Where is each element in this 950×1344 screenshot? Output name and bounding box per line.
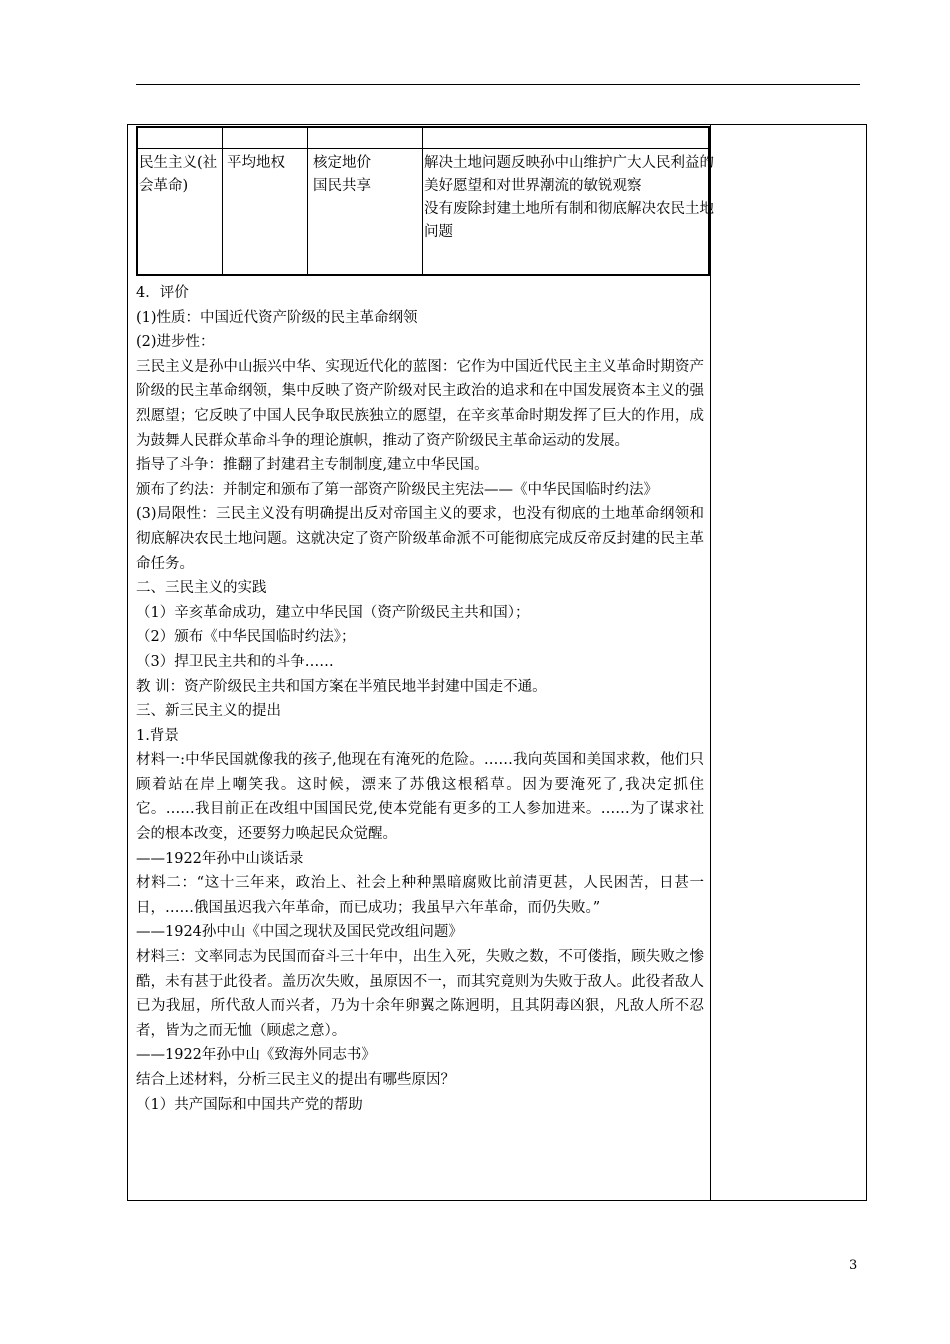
- lesson-learned-line: 教 训：资产阶级民主共和国方案在半殖民地半封建中国走不通。: [136, 678, 547, 695]
- notes-column-divider: [710, 124, 711, 1201]
- page-number: 3: [849, 1258, 858, 1273]
- answer-item: （1）共产国际和中国共产党的帮助: [136, 1096, 363, 1113]
- material-three: 材料三：文率同志为民国而奋斗三十年中，出生入死，失败之数，不可偻指，顾失败之惨酷，未有甚于此役者。盖历次失败，虽原因不一，而其究竟则为失败于敌人。此役者敌人已为我屈，所代敌人而兴者，乃为十余年卵翼之陈迥明，且其阴毒凶狠，凡敌人所不忍者，皆为之而无恤（顾虑之意）。: [136, 949, 704, 1039]
- cell-content: 核定地价国民共享: [313, 155, 371, 194]
- guided-struggle-line: 指导了斗争：推翻了封建君主专制制度,建立中华民国。: [136, 457, 489, 474]
- table-column-divider: [307, 126, 308, 276]
- material-one-source: ——1922年孙中山谈话录: [136, 850, 304, 867]
- background-heading: 1.背景: [136, 727, 179, 744]
- heading-evaluation: 4．评价: [136, 285, 189, 301]
- material-two: 材料二：“这十三年来，政治上、社会上种种黑暗腐败比前清更甚，人民困苦，日甚一日，……俄国虽迟我六年革命，而已成功；我虽早六年革命，而仍失败。”: [136, 875, 704, 916]
- progressiveness-paragraph: 三民主义是孙中山振兴中华、实现近代化的蓝图：它作为中国近代民主主义革命时期资产阶级的民主革命纲领，集中反映了资产阶级对民主政治的追求和在中国发展资本主义的强烈愿望；它反映了中国人民争取民族独立的愿望，在辛亥革命时期发挥了巨大的作用，成为鼓舞人民群众革命斗争的理论旗帜，推动了资产阶级民主革命运动的发展。: [136, 358, 704, 449]
- material-two-source: ——1924孙中山《中国之现状及国民党改组问题》: [136, 924, 463, 941]
- question-line: 结合上述材料，分析三民主义的提出有哪些原因？: [136, 1072, 455, 1088]
- practice-item: （1）辛亥革命成功，建立中华民国（资产阶级民主共和国）；: [136, 604, 530, 621]
- limitation-paragraph: (3)局限性：三民主义没有明确提出反对帝国主义的要求，也没有彻底的土地革命纲领和彻底解决农民土地问题。这就决定了资产阶级革命派不可能彻底完成反帝反封建的民主革命任务。: [136, 506, 704, 572]
- lesson-body: [136, 281, 704, 1117]
- practice-item: （3）捍卫民主共和的斗争……: [136, 653, 334, 670]
- evaluation-line: 没有废除封建土地所有制和彻底解决农民土地: [424, 201, 714, 217]
- section-heading-new-principles: 三、新三民主义的提出: [136, 703, 281, 720]
- progressiveness-heading: (2)进步性：: [136, 334, 215, 351]
- cell-evaluation: [424, 152, 774, 244]
- cell-principle: 民生主义(社会革命): [139, 155, 218, 194]
- constitution-line: 颁布了约法：并制定和颁布了第一部资产阶级民主宪法——《中华民国临时约法》: [136, 481, 658, 498]
- table-column-divider: [422, 126, 423, 276]
- evaluation-line: 解决土地问题反映孙中山维护广大人民利益的: [424, 155, 714, 171]
- practice-item: （2）颁布《中华民国临时约法》；: [136, 629, 356, 646]
- evaluation-line: 美好愿望和对世界潮流的敏锐观察: [424, 178, 642, 194]
- section-heading-practice: 二、三民主义的实践: [136, 580, 267, 597]
- evaluation-line: 问题: [424, 224, 453, 240]
- material-one: 材料一:中华民国就像我的孩子,他现在有淹死的危险。……我向英国和美国求救，他们只顾着站在岸上嘲笑我。这时候，漂来了苏俄这根稻草。因为要淹死了,我决定抓住它。……我目前正在改组中国国民党,使本党能有更多的工人参加进来。……为了谋求社会的根本改变，还要努力唤起民众觉醒。: [136, 752, 704, 843]
- material-three-source: ——1922年孙中山《致海外同志书》: [136, 1047, 376, 1064]
- table-column-divider: [222, 126, 223, 276]
- header-rule: [136, 84, 860, 85]
- nature-line: (1)性质：中国近代资产阶级的民主革命纲领: [136, 309, 418, 326]
- cell-program: 平均地权: [227, 155, 285, 171]
